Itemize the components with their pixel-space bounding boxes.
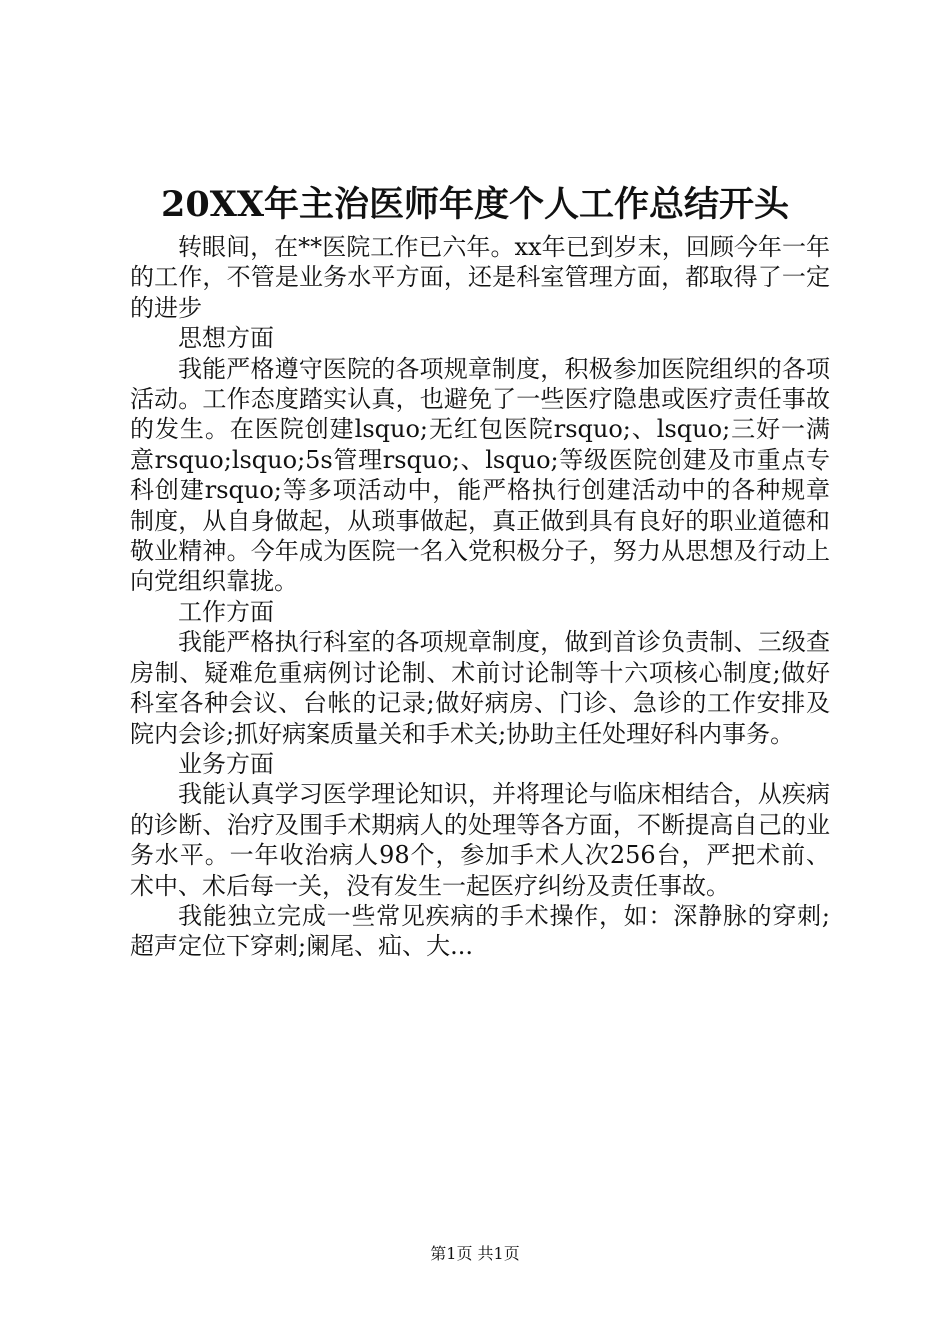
section-heading-work: 工作方面 (178, 597, 274, 626)
intro-paragraph: 转眼间，在**医院工作已六年。xx年已到岁末，回顾今年一年的工作，不管是业务水平方面，还是科室管理方面，都取得了一定的进步 (130, 233, 830, 322)
section-paragraph-thought: 我能严格遵守医院的各项规章制度，积极参加医院组织的各项活动。工作态度踏实认真，也避免了一些医疗隐患或医疗责任事故的发生。在医院创建lsquo;无红包医院rsquo;、lsquo;三好一满意rsquo;lsquo;5s管理rsquo;、lsquo;等级医院创建及市重点专科创建rsquo;等多项活动中，能严格执行创建活动中的各种规章制度，从自身做起，从琐事做起，真正做到具有良好的职业道德和敬业精神。今年成为医院一名入党积极分子，努力从思想及行动上向党组织靠拢。 (130, 354, 830, 596)
section-heading-business: 业务方面 (178, 749, 274, 778)
page-footer: 第1页 共1页 (430, 1244, 520, 1263)
section-paragraph-business: 我能认真学习医学理论知识，并将理论与临床相结合，从疾病的诊断、治疗及围手术期病人的处理等各方面，不断提高自己的业务水平。一年收治病人98个，参加手术人次256台，严把术前、术中、术后每一关，没有发生一起医疗纠纷及责任事故。 (130, 780, 830, 900)
section-heading-thought: 思想方面 (178, 324, 274, 353)
section-paragraph-work: 我能严格执行科室的各项规章制度，做到首诊负责制、三级查房制、疑难危重病例讨论制、术前讨论制等十六项核心制度;做好科室各种会议、台帐的记录;做好病房、门诊、急诊的工作安排及院内会诊;抓好病案质量关和手术关;协助主任处理好科内事务。 (130, 628, 830, 748)
document-body (130, 232, 830, 962)
section-paragraph-business-2: 我能独立完成一些常见疾病的手术操作，如：深静脉的穿刺;超声定位下穿刺;阑尾、疝、大... (130, 901, 830, 961)
document-title: 20XX年主治医师年度个人工作总结开头 (160, 184, 790, 225)
